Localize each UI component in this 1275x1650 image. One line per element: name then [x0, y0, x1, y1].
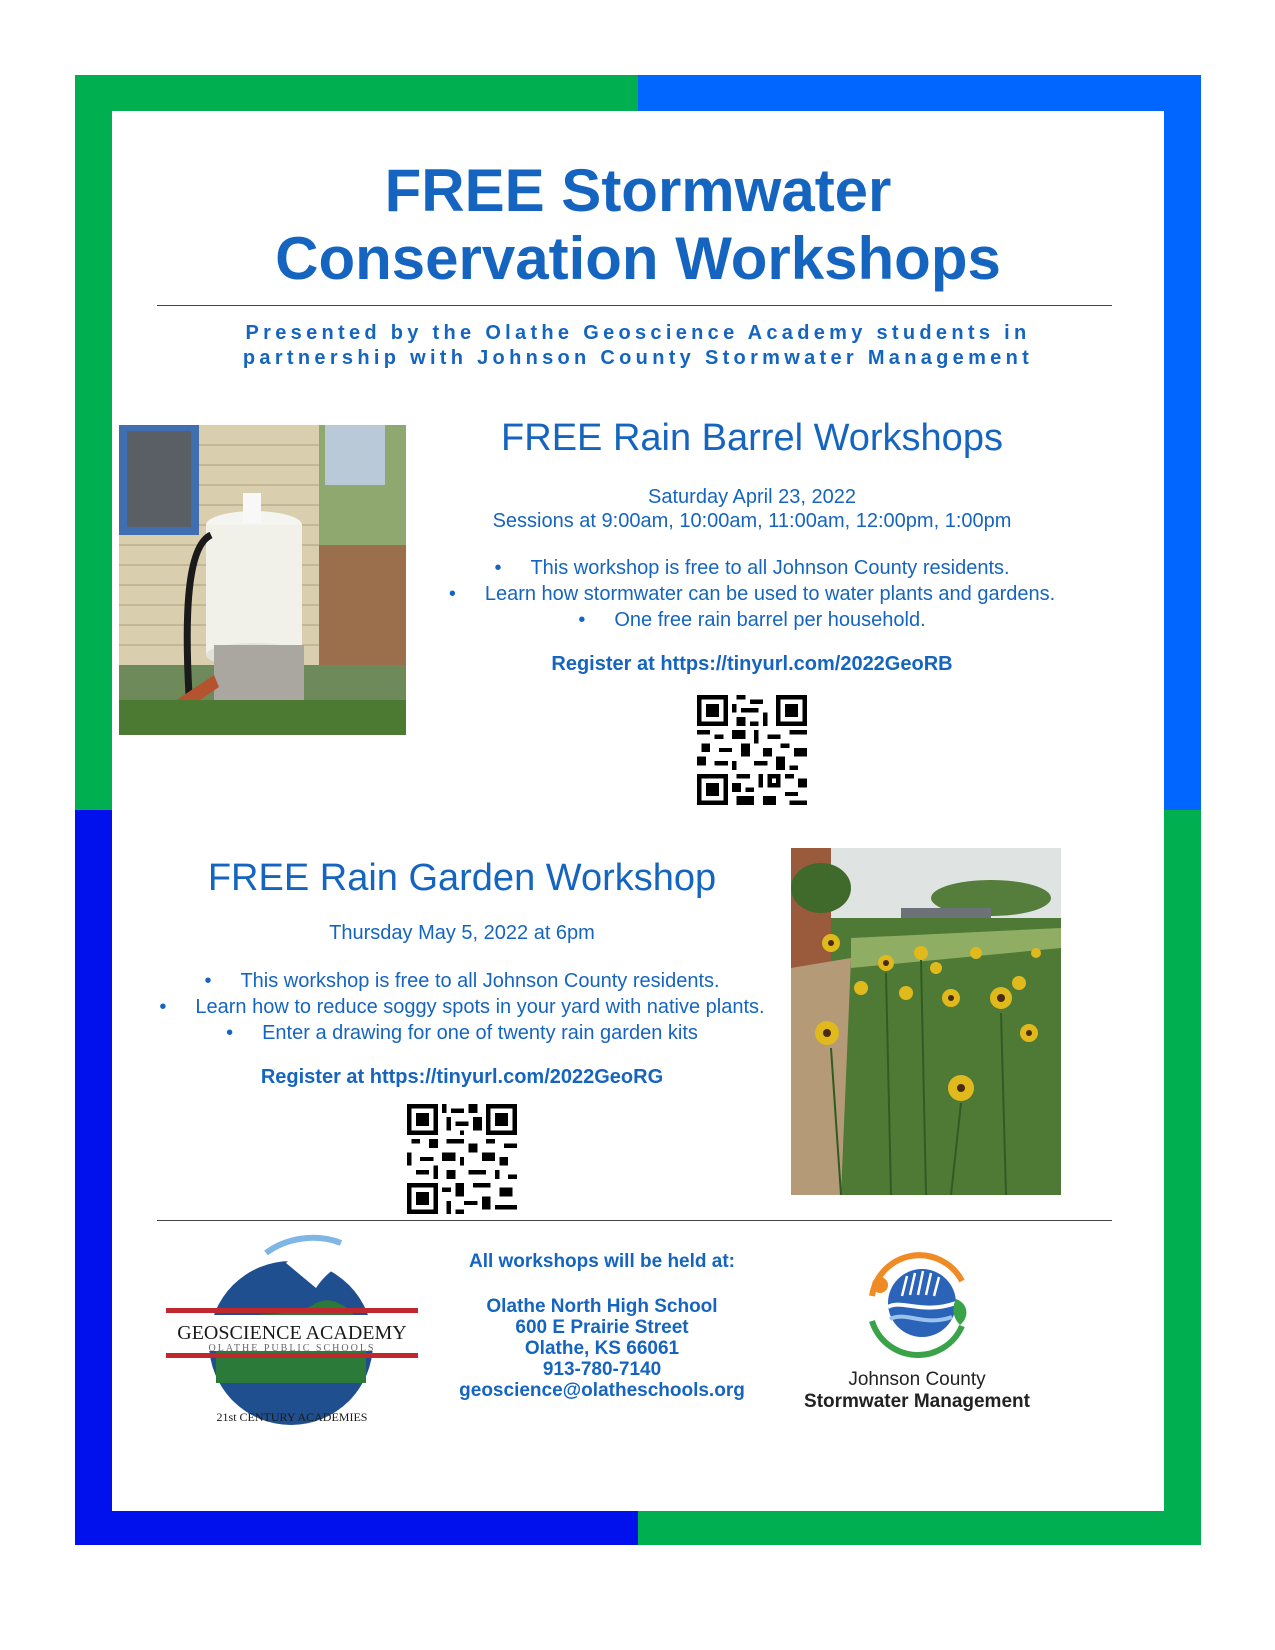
- rain-garden-photo: [791, 848, 1061, 1195]
- city-state-zip: Olathe, KS 66061: [524, 1338, 680, 1359]
- geoscience-logo-sub: OLATHE PUBLIC SCHOOLS: [208, 1343, 376, 1354]
- rain-garden-heading: FREE Rain Garden Workshop: [207, 857, 717, 899]
- jocostorm-logo-mark: [852, 1241, 982, 1371]
- list-item: • Learn how stormwater can be used to water plants and gardens.: [412, 581, 1092, 607]
- rain-garden-qr-code[interactable]: [407, 1104, 517, 1214]
- footer-divider: [157, 1220, 1112, 1221]
- subtitle-line-2: partnership with Johnson County Stormwater Management: [242, 347, 1034, 369]
- title-line-2: Conservation Workshops: [275, 225, 1001, 292]
- rain-garden-bullets: [122, 968, 802, 1046]
- rain-barrel-register-link[interactable]: Register at https://tinyurl.com/2022GeoRB: [551, 653, 953, 675]
- street-address: 600 E Prairie Street: [515, 1317, 689, 1338]
- rain-garden-date: Thursday May 5, 2022 at 6pm: [329, 922, 595, 944]
- subtitle-line-1: Presented by the Olathe Geoscience Academy students in: [245, 322, 1031, 344]
- list-item: • Enter a drawing for one of twenty rain garden kits: [122, 1020, 802, 1046]
- geoscience-academy-logo: [166, 1233, 418, 1433]
- phone-number: 913-780-7140: [542, 1359, 662, 1380]
- header-divider: [157, 305, 1112, 306]
- title-line-1: FREE Stormwater: [384, 157, 892, 224]
- rain-barrel-bullets: [412, 555, 1092, 633]
- rain-barrel-photo: [119, 425, 406, 735]
- rain-barrel-qr-code[interactable]: [697, 695, 807, 805]
- geoscience-logo-arc: 21st CENTURY ACADEMIES: [216, 1410, 368, 1424]
- rain-barrel-date: Saturday April 23, 2022: [648, 486, 856, 508]
- list-item: • This workshop is free to all Johnson County residents.: [412, 555, 1092, 581]
- rain-barrel-sessions: Sessions at 9:00am, 10:00am, 11:00am, 12:00pm, 1:00pm: [492, 510, 1012, 532]
- held-at-label: All workshops will be held at:: [468, 1251, 736, 1272]
- page-title: [112, 157, 1164, 293]
- geoscience-logo-name: GEOSCIENCE ACADEMY: [177, 1322, 407, 1344]
- rain-garden-register-link[interactable]: Register at https://tinyurl.com/2022GeoRG: [260, 1066, 664, 1088]
- flyer-content: [112, 111, 1164, 1511]
- jocostorm-logo-line-2: Stormwater Management: [804, 1391, 1030, 1412]
- contact-email[interactable]: geoscience@olatheschools.org: [459, 1380, 745, 1401]
- jocostorm-logo-line-1: Johnson County: [848, 1369, 986, 1390]
- rain-barrel-heading: FREE Rain Barrel Workshops: [501, 417, 1003, 459]
- school-name: Olathe North High School: [486, 1296, 718, 1317]
- list-item: • This workshop is free to all Johnson County residents.: [122, 968, 802, 994]
- list-item: • Learn how to reduce soggy spots in your yard with native plants.: [122, 994, 802, 1020]
- list-item: • One free rain barrel per household.: [412, 607, 1092, 633]
- subtitle: [112, 321, 1164, 371]
